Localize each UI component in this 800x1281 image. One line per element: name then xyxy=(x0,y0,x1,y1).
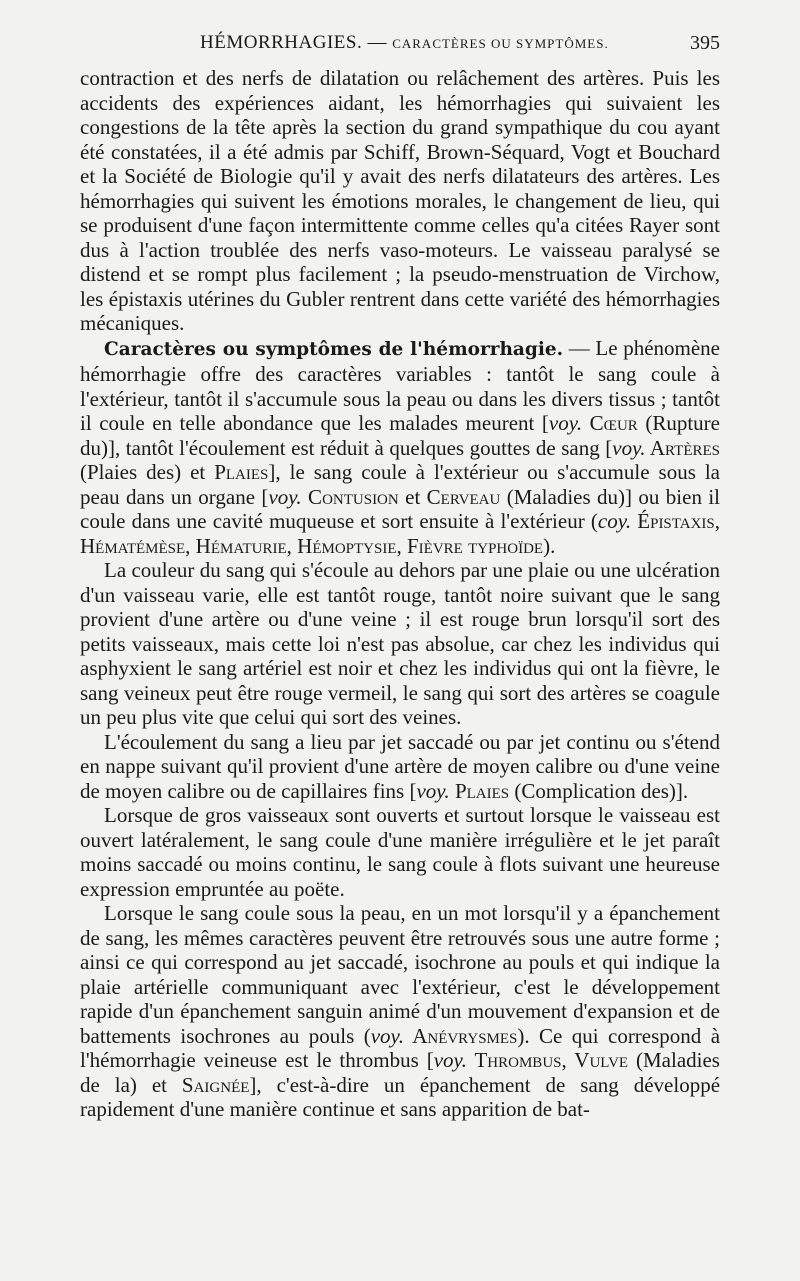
header-title: HÉMORRHAGIES. xyxy=(200,32,363,53)
running-header xyxy=(80,32,720,60)
header-subtitle: CARACTÈRES OU SYMPTÔMES. xyxy=(392,36,609,51)
page-number: 395 xyxy=(690,32,720,54)
paragraph-3: La couleur du sang qui s'écoule au dehors par une plaie ou une ulcération d'un vaisseau varie, elle est tantôt rouge, tantôt noire suivant que le sang provient d'une artère ou d'une veine ; il est rouge brun lorsqu'il sort des petits vaisseaux, mais cette loi n'est pas absolue, car chez les individus qui asphyxient le sang artériel est noir et chez les individus qui ont la fièvre, le sang veineux peut être rouge vermeil, le sang qui sort des artères se coagule un peu plus vite que celui qui sort des veines. xyxy=(80,558,720,729)
paragraph-1: contraction et des nerfs de dilatation ou relâchement des artères. Puis les accidents des expériences aidant, les hémorrhagies qui suivaient les congestions de la tête après la section du grand sympathique du cou ayant été constatées, il a été admis par Schiff, Brown-Séquard, Vogt et Bouchard et la Société de Biologie qu'il y avait des nerfs dilatateurs des artères. Les hémorrhagies qui suivent les émotions morales, le changement de lieu, qui se produisent d'une façon intermittente comme celles qu'a citées Rayer sont dus à l'action troublée des nerfs vaso-moteurs. Le vaisseau paralysé se distend et se rompt plus facilement ; la pseudo-menstruation de Virchow, les épistaxis utérines du Gubler rentrent dans cette variété des hémorrhagies mécaniques. xyxy=(80,66,720,335)
header-dash: — xyxy=(367,32,387,53)
header-title-line xyxy=(200,32,609,54)
paragraph-6: Lorsque le sang coule sous la peau, en un mot lorsqu'il y a épanchement de sang, les mêmes caractères peuvent être retrouvés sous une autre forme ; ainsi ce qui correspond au jet saccadé, isochrone au pouls et qui indique la plaie artérielle communiquant avec l'extérieur, c'est le développement rapide d'un épanchement sanguin animé d'un mouvement d'expansion et de battements isochrones au pouls (voy. Anévrysmes). Ce qui correspond à l'hémorrhagie veineuse est le thrombus [voy. Thrombus, Vulve (Maladies de la) et Saignée], c'est-à-dire un épanchement de sang développé rapidement d'une manière continue et sans apparition de bat- xyxy=(80,901,721,1121)
paragraph-2: Caractères ou symptômes de l'hémorrhagie. — Le phénomène hémorrhagie offre des caractères variables : tantôt le sang coule à l'extérieur, tantôt il s'accumule sous la peau ou dans les divers tissus ; tantôt il coule en telle abondance que les malades meurent [voy. Cœur (Rupture du)], tantôt l'écoulement est réduit à quelques gouttes de sang [voy. Artères (Plaies des) et Plaies], le sang coule à l'extérieur ou s'accumule sous la peau dans un organe [voy. Contusion et Cerveau (Maladies du)] ou bien il coule dans une cavité muqueuse et sort ensuite à l'extérieur (coy. Épistaxis, Hématémèse, Hématurie, Hémoptysie, Fièvre typhoïde). xyxy=(80,335,721,558)
section-heading: Caractères ou symptômes de l'hémorrhagie. xyxy=(104,338,564,360)
paragraph-5: Lorsque de gros vaisseaux sont ouverts et surtout lorsque le vaisseau est ouvert latéralement, le sang coule d'une manière irrégulière et le jet paraît moins saccadé ou moins continu, le sang coule à flots suivant une heureuse expression empruntée au poëte. xyxy=(80,803,720,901)
page-body xyxy=(80,66,720,1122)
paragraph-4: L'écoulement du sang a lieu par jet saccadé ou par jet continu ou s'étend en nappe suivant qu'il provient d'une artère de moyen calibre ou d'une veine de moyen calibre ou de capillaires fins [voy. Plaies (Complication des)]. xyxy=(80,729,720,803)
